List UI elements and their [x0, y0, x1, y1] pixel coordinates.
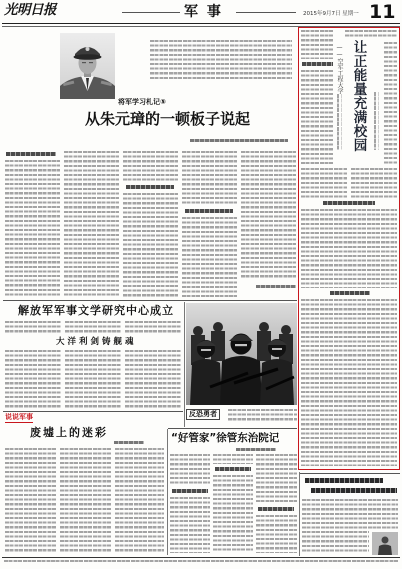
body-text-block: [64, 151, 119, 297]
body-text-block: [170, 454, 210, 486]
body-text-block: [241, 151, 296, 279]
body-text-block: [5, 160, 60, 297]
border-story-headline-line-2: [311, 488, 397, 493]
feature-author-note: [256, 285, 296, 288]
body-text-block: [5, 448, 56, 553]
body-text-block: [345, 30, 397, 38]
campus-subhead-2: [323, 201, 375, 205]
body-text-block: [213, 454, 253, 464]
column-divider: [184, 302, 185, 427]
section-rule: [3, 411, 183, 412]
photo-caption-label: 反恐勇者: [186, 409, 220, 420]
body-text-block: [182, 217, 237, 297]
column-headline: 废墟上的迷彩: [30, 426, 108, 439]
body-text-block: [125, 350, 181, 408]
housekeeper-subhead-2: [215, 467, 251, 471]
masthead-logo: 光明日报: [4, 2, 56, 18]
column-divider: [167, 429, 168, 555]
pull-quote-text: [150, 40, 292, 80]
photo-bottom-rule: [168, 428, 297, 429]
housekeeper-subhead-3: [258, 507, 294, 511]
feature-subhead-1: [6, 152, 56, 156]
body-text-block: [60, 448, 111, 553]
body-text-block: [301, 30, 334, 59]
body-text-block: [301, 299, 397, 466]
body-text-block: [301, 209, 397, 288]
housekeeper-byline: [236, 448, 276, 451]
body-text-block: [5, 350, 61, 408]
section-title-left-line: [122, 12, 180, 13]
issue-date: 2015年9月7日 星期一: [303, 11, 359, 17]
column-divider: [299, 472, 300, 556]
body-text-block: [301, 168, 347, 198]
campus-headline: 让正能量充满校园: [350, 40, 367, 152]
bottom-right-top-rule: [300, 473, 400, 474]
body-text-block: [302, 499, 398, 529]
footer-text: [4, 560, 398, 563]
anti-terror-soldiers-photo: [186, 303, 297, 405]
general-portrait-photo: [60, 33, 115, 99]
feature-byline: [190, 139, 288, 142]
campus-subhead-1: [302, 62, 333, 66]
page-number: 11: [369, 1, 396, 23]
feature-headline: 从朱元璋的一顿板子说起: [85, 110, 251, 128]
body-text-block: [65, 350, 121, 408]
navy-headline: 大洋利剑铸舰魂: [56, 337, 137, 347]
literature-headline: 解放军军事文学研究中心成立: [18, 304, 174, 317]
campus-byline: [374, 92, 379, 150]
body-text-block: [125, 321, 181, 335]
column-byline: [114, 441, 144, 444]
body-text-block: [384, 42, 397, 164]
housekeeper-subhead-1: [172, 489, 208, 493]
feature-subhead-3: [185, 209, 233, 213]
campus-subtitle: ——空军工程大学: [336, 44, 343, 94]
housekeeper-headline: “好管家”徐管东治院记: [171, 432, 280, 444]
body-text-block: [170, 497, 210, 553]
body-text-block: [5, 321, 61, 335]
body-text-block: [256, 454, 297, 504]
feature-subhead-2: [126, 185, 174, 189]
body-text-block: [302, 531, 369, 554]
border-story-headline-line-1: [305, 478, 383, 483]
section-title: 军 事: [184, 4, 223, 20]
section-title-right-line: [236, 12, 296, 13]
feature-bottom-rule: [3, 300, 297, 301]
masthead-rule: [2, 23, 400, 24]
series-label: 将军学习札记⑤: [118, 98, 166, 106]
body-text-block: [123, 151, 178, 182]
photo-caption-text: [228, 409, 297, 423]
campus-subtitle-continued: [337, 94, 342, 150]
body-text-block: [301, 70, 334, 164]
body-text-block: [115, 448, 164, 553]
body-text-block: [182, 151, 237, 206]
footer-rule: [2, 557, 400, 558]
column-label: 说说军事: [5, 413, 33, 421]
body-text-block: [256, 515, 297, 553]
body-text-block: [213, 475, 253, 553]
body-text-block: [65, 321, 121, 335]
border-guard-photo: [372, 532, 398, 555]
body-text-block: [123, 193, 178, 297]
body-text-block: [351, 168, 397, 198]
campus-subhead-3: [330, 291, 370, 295]
